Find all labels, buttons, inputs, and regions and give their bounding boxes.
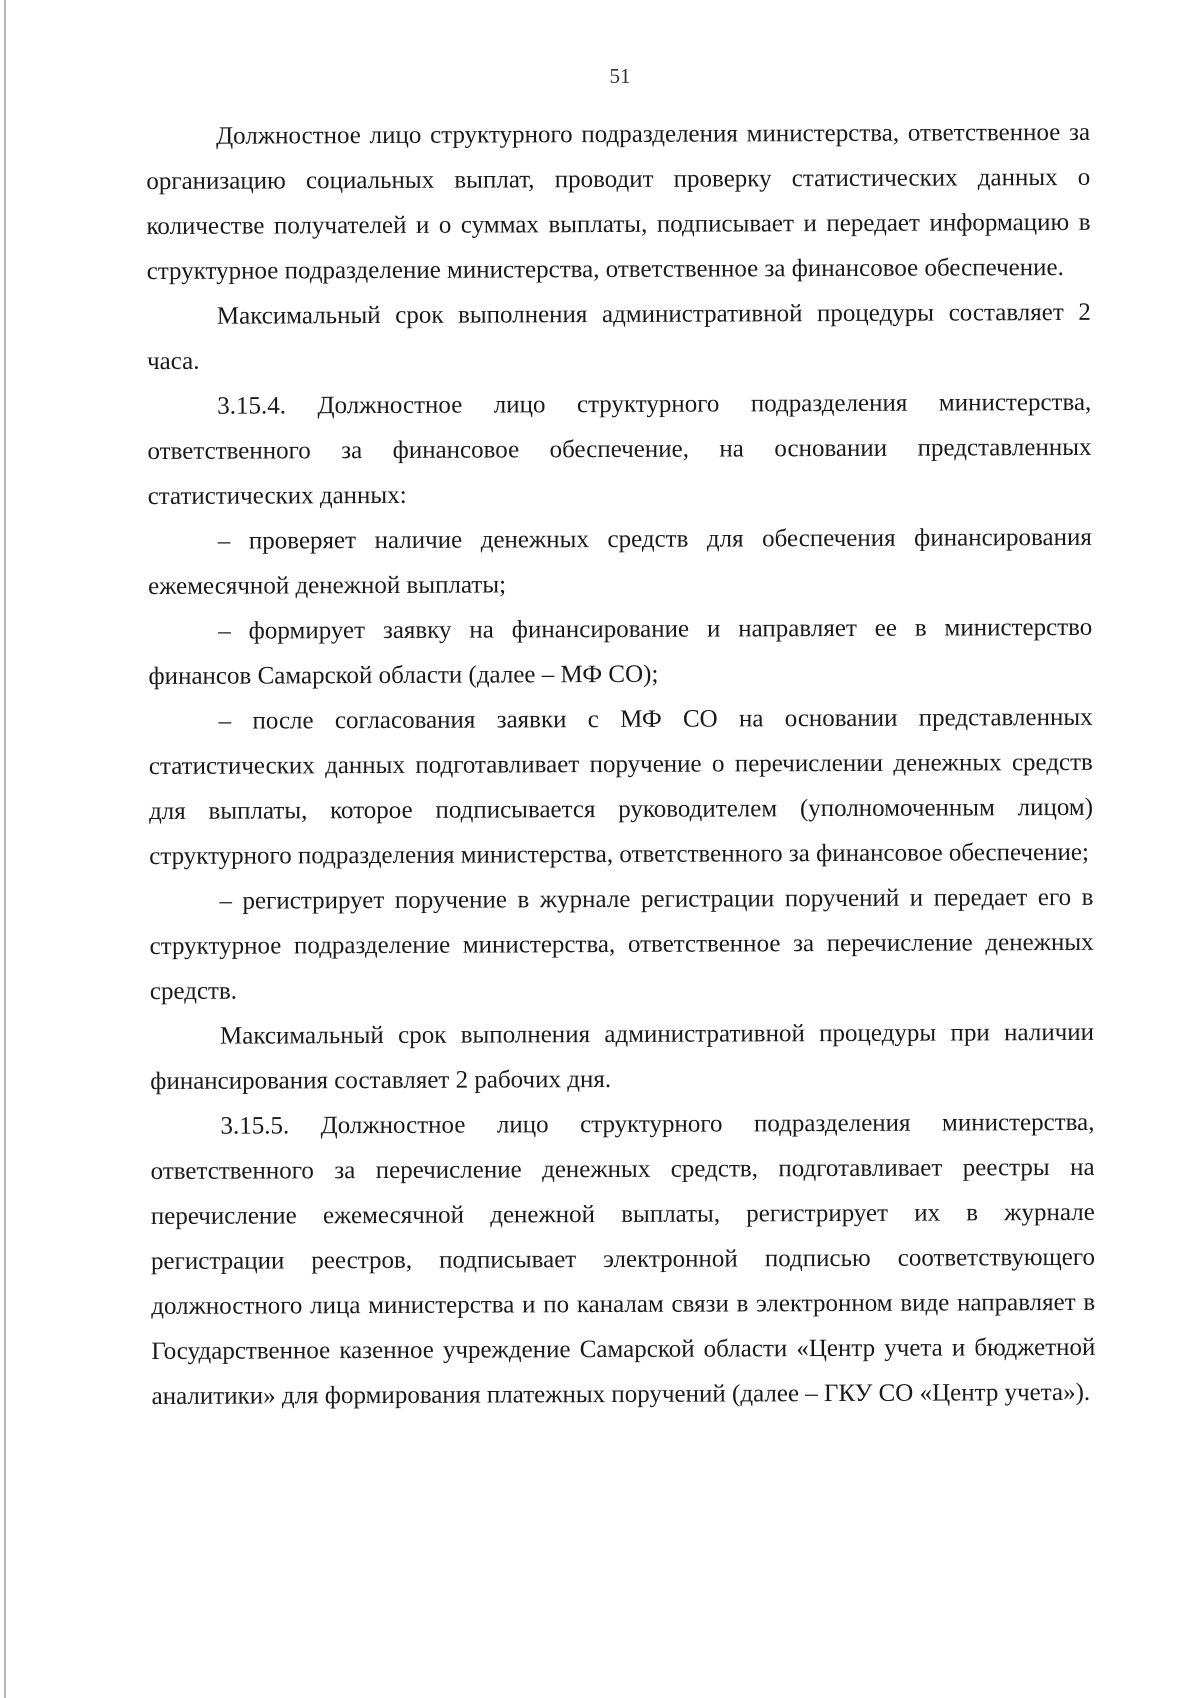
paragraph-deadline-2-days: Максимальный срок выполнения административной процедуры при наличии финансирования составляет 2 рабочих дня. (150, 1018, 1095, 1095)
document-body (146, 110, 1096, 1419)
page-left-edge (4, 0, 6, 1698)
list-item-funding-request: – формирует заявку на финансирование и направляет ее в министерство финансов Самарской области (далее – МФ СО); (148, 613, 1093, 690)
paragraph-verification: Должностное лицо структурного подразделения министерства, ответственное за организацию социальных выплат, проводит проверку статистических данных о количестве получателей и о суммах выплаты, подписывает и передает информацию в структурное подразделение министерства, ответственное за финансовое обеспечение. (146, 118, 1091, 285)
page-number: 51 (609, 64, 631, 88)
paragraph-3-15-4: 3.15.4. Должностное лицо структурного подразделения министерства, ответственного за финансовое обеспечение, на основании представленных статистических данных: (147, 388, 1092, 510)
paragraph-deadline-2-hours: Максимальный срок выполнения административной процедуры составляет 2 часа. (147, 298, 1091, 375)
list-item-register-order: – регистрирует поручение в журнале регистрации поручений и передает его в структурное подразделение министерства, ответственное за перечисление денежных средств. (149, 883, 1094, 1005)
list-item-check-funds: – проверяет наличие денежных средств для обеспечения финансирования ежемесячной денежной выплаты; (148, 523, 1092, 600)
paragraph-3-15-5: 3.15.5. Должностное лицо структурного подразделения министерства, ответственного за перечисление денежных средств, подготавливает реестры на перечисление ежемесячной денежной выплаты, регистрирует их в журнале регистрации реестров, подписывает электронной подписью соответствующего должностного лица министерства и по каналам связи в электронном виде направляет в Государственное казенное учреждение Самарской области «Центр учета и бюджетной аналитики» для формирования платежных поручений (далее – ГКУ СО «Центр учета»). (150, 1108, 1096, 1410)
list-item-payment-order: – после согласования заявки с МФ СО на основании представленных статистических данных подготавливает поручение о перечислении денежных средств для выплаты, которое подписывается руководителем (уполномоченным лицом) структурного подразделения министерства, ответственного за финансовое обеспечение; (148, 703, 1094, 870)
